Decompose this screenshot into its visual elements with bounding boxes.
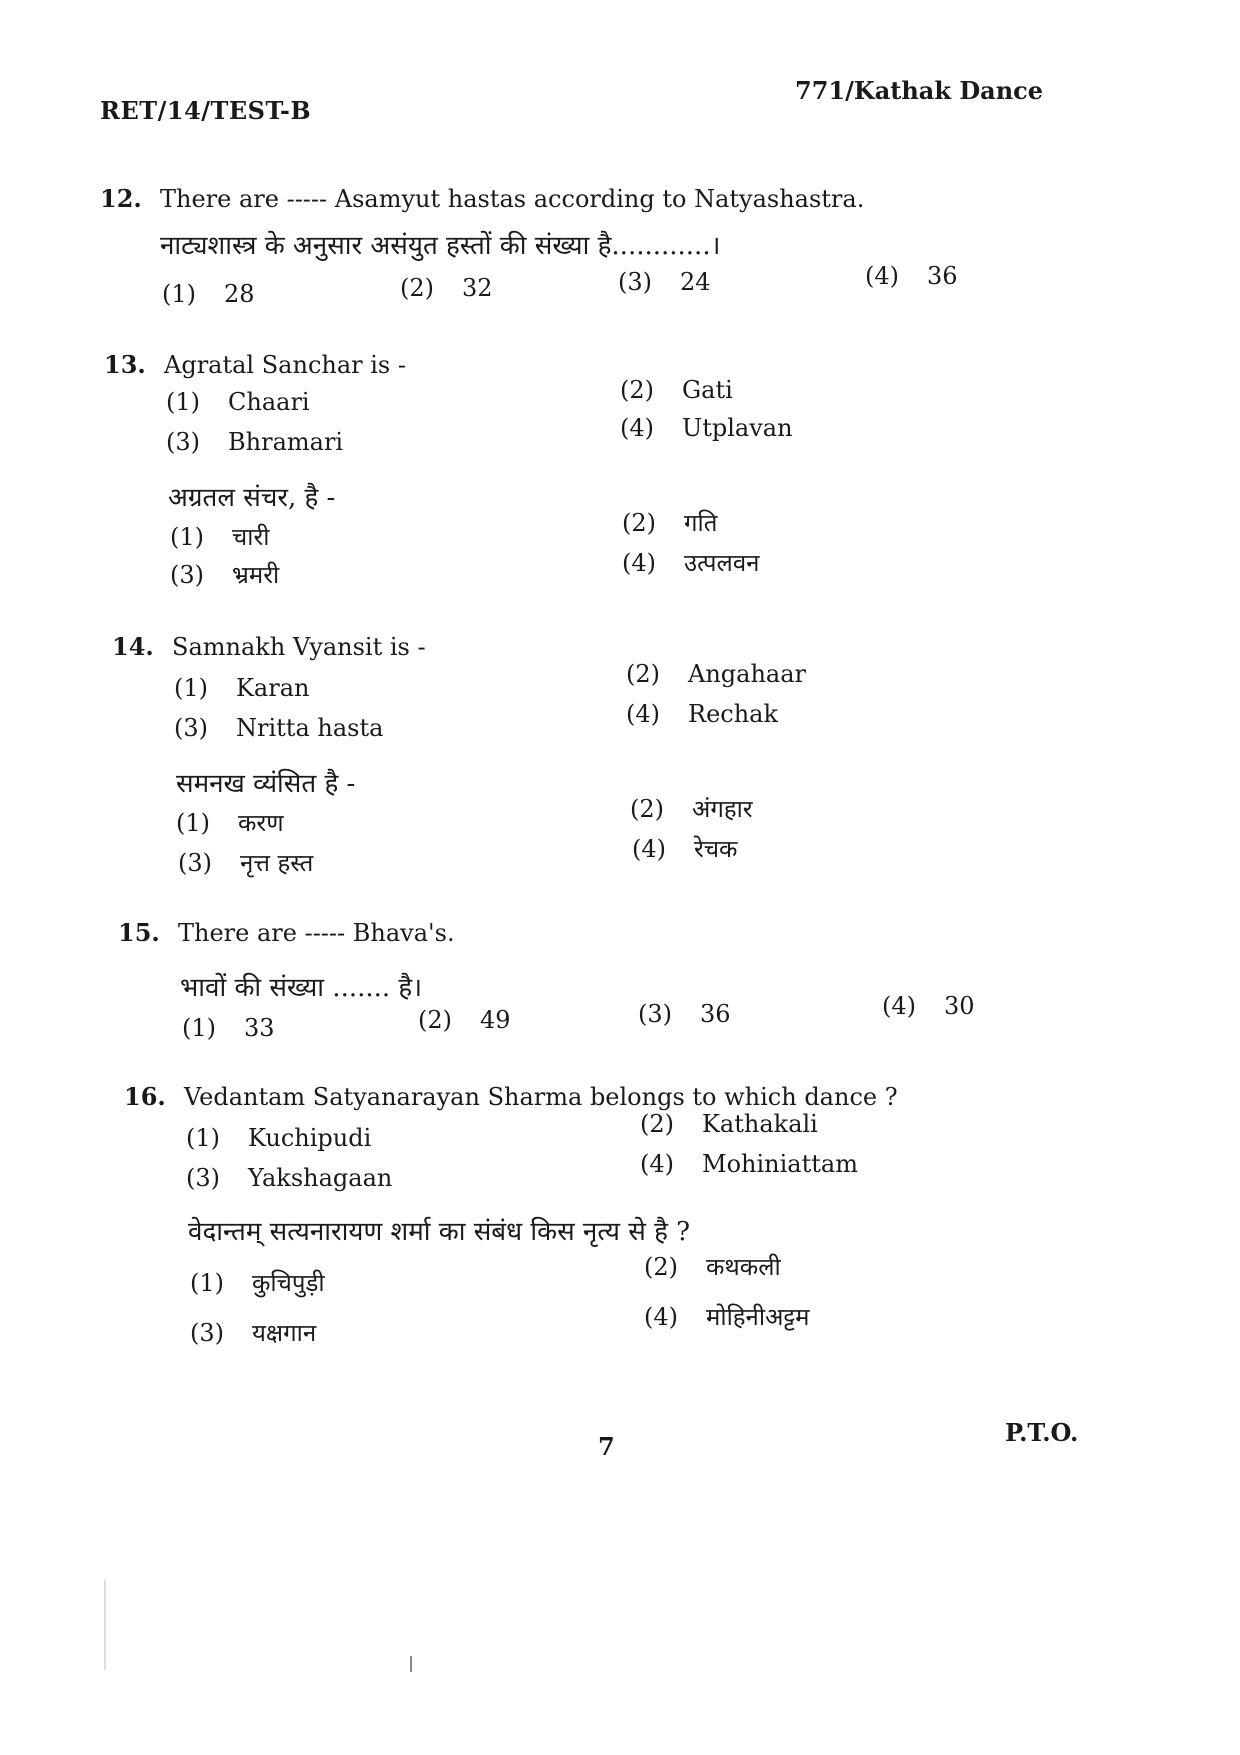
option-hi-1: (1) चारी — [170, 523, 270, 551]
scan-edge-mark — [104, 1580, 106, 1670]
question-number: 14. — [112, 632, 154, 661]
option-en-3: (3) Nritta hasta — [174, 714, 384, 742]
question-text-en: Samnakh Vyansit is - — [172, 633, 426, 661]
option-4: (4) 36 — [865, 262, 958, 290]
question-number: 12. — [100, 184, 142, 213]
question-text-en: Vedantam Satyanarayan Sharma belongs to which dance ? — [184, 1083, 898, 1111]
scan-mark — [410, 1656, 412, 1672]
question-text-hi: वेदान्तम् सत्यनारायण शर्मा का संबंध किस नृत्य से है ? — [188, 1217, 691, 1247]
question-number: 16. — [124, 1082, 166, 1111]
option-3: (3) 24 — [618, 268, 711, 296]
question-text-hi: नाट्यशास्त्र के अनुसार असंयुत हस्तों की संख्या है............। — [160, 231, 721, 261]
option-en-1: (1) Karan — [174, 674, 310, 702]
question-text-en: There are ----- Asamyut hastas according to Natyashastra. — [160, 185, 865, 213]
option-hi-2: (2) अंगहार — [630, 795, 753, 823]
test-code-header: RET/14/TEST-B — [100, 96, 312, 125]
page-number: 7 — [598, 1432, 615, 1461]
option-en-4: (4) Rechak — [626, 700, 779, 728]
option-en-1: (1) Kuchipudi — [186, 1124, 372, 1152]
option-4: (4) 30 — [882, 992, 975, 1020]
option-2: (2) 49 — [418, 1006, 511, 1034]
option-hi-4: (4) मोहिनीअट्टम — [644, 1303, 810, 1331]
option-hi-3: (3) भ्रमरी — [170, 561, 280, 589]
option-en-3: (3) Bhramari — [166, 428, 344, 456]
question-text-hi: समनख व्यंसित है - — [176, 769, 356, 799]
option-hi-1: (1) कुचिपुड़ी — [190, 1269, 325, 1297]
option-en-4: (4) Utplavan — [620, 414, 793, 442]
option-en-4: (4) Mohiniattam — [640, 1150, 858, 1178]
question-text-hi: भावों की संख्या ....... है। — [180, 973, 423, 1003]
option-hi-3: (3) नृत्त हस्त — [178, 849, 314, 877]
option-en-3: (3) Yakshagaan — [186, 1164, 393, 1192]
subject-header: 771/Kathak Dance — [795, 76, 1044, 105]
option-hi-1: (1) करण — [176, 809, 284, 837]
option-en-2: (2) Kathakali — [640, 1110, 818, 1138]
question-number: 15. — [118, 918, 160, 947]
option-2: (2) 32 — [400, 274, 493, 302]
option-hi-2: (2) गति — [622, 509, 718, 537]
option-hi-4: (4) उत्पलवन — [622, 549, 760, 577]
pto-label: P.T.O. — [1005, 1418, 1079, 1447]
option-1: (1) 28 — [162, 280, 255, 308]
question-number: 13. — [104, 350, 146, 379]
option-hi-3: (3) यक्षगान — [190, 1319, 317, 1347]
option-hi-2: (2) कथकली — [644, 1253, 781, 1281]
option-3: (3) 36 — [638, 1000, 731, 1028]
option-en-2: (2) Angahaar — [626, 660, 807, 688]
option-en-2: (2) Gati — [620, 376, 733, 404]
option-1: (1) 33 — [182, 1014, 275, 1042]
question-text-en: There are ----- Bhava's. — [178, 919, 455, 947]
question-text-en: Agratal Sanchar is - — [164, 351, 406, 379]
question-text-hi: अग्रतल संचर, है - — [168, 483, 336, 513]
option-en-1: (1) Chaari — [166, 388, 310, 416]
option-hi-4: (4) रेचक — [632, 835, 738, 863]
